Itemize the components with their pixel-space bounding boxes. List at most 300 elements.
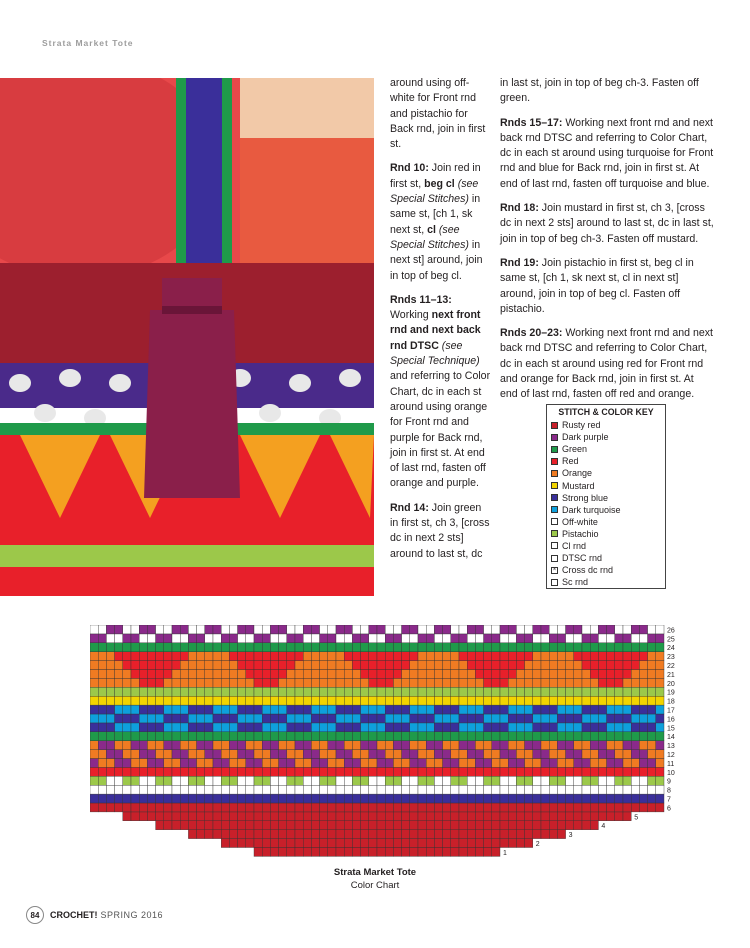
chart-cell [549, 776, 557, 785]
chart-cell [361, 821, 369, 830]
chart-cell [369, 839, 377, 848]
chart-cell [254, 812, 262, 821]
chart-cell [533, 625, 541, 634]
key-swatch [551, 458, 558, 465]
chart-cell [295, 714, 303, 723]
chart-cell [434, 821, 442, 830]
chart-cell [451, 741, 459, 750]
chart-cell [270, 759, 278, 768]
chart-cell [320, 661, 328, 670]
chart-cell [541, 759, 549, 768]
chart-cell [328, 723, 336, 732]
chart-cell [459, 785, 467, 794]
chart-cell [434, 634, 442, 643]
chart-cell [484, 803, 492, 812]
chart-cell [361, 776, 369, 785]
chart-cell [123, 794, 131, 803]
chart-cell [656, 652, 664, 661]
chart-cell [566, 705, 574, 714]
chart-cell [328, 750, 336, 759]
chart-cell [410, 839, 418, 848]
chart-cell [656, 705, 664, 714]
chart-cell [410, 767, 418, 776]
chart-cell [459, 839, 467, 848]
chart-cell [213, 661, 221, 670]
chart-cell [131, 759, 139, 768]
chart-cell [361, 661, 369, 670]
chart-cell [492, 696, 500, 705]
chart-cell [484, 776, 492, 785]
chart-cell [106, 750, 114, 759]
chart-cell [598, 652, 606, 661]
chart-cell [205, 830, 213, 839]
chart-cell [262, 661, 270, 670]
chart-cell [385, 652, 393, 661]
chart-cell [90, 634, 98, 643]
chart-cell [221, 625, 229, 634]
chart-cell [147, 670, 155, 679]
chart-cell [615, 776, 623, 785]
chart-cell [418, 670, 426, 679]
chart-cell [90, 643, 98, 652]
chart-cell [410, 776, 418, 785]
chart-cell [402, 643, 410, 652]
chart-cell [139, 670, 147, 679]
chart-cell [336, 830, 344, 839]
chart-cell [205, 652, 213, 661]
chart-cell [188, 759, 196, 768]
chart-cell [590, 687, 598, 696]
chart-cell [295, 696, 303, 705]
chart-cell [213, 803, 221, 812]
chart-cell [639, 741, 647, 750]
chart-cell [598, 812, 606, 821]
paragraph-rnd-14: Rnd 14: Join green in first st, ch 3, [cross dc in next 2 sts] around to last st, dc [390, 501, 490, 560]
chart-row-label: 22 [667, 663, 675, 670]
chart-cell [303, 821, 311, 830]
chart-cell [443, 723, 451, 732]
chart-cell [516, 803, 524, 812]
chart-cell [615, 803, 623, 812]
chart-cell [443, 643, 451, 652]
chart-cell [311, 670, 319, 679]
chart-cell [434, 830, 442, 839]
chart-cell [451, 785, 459, 794]
chart-cell [270, 803, 278, 812]
chart-cell [459, 670, 467, 679]
chart-cell [533, 812, 541, 821]
chart-cell [311, 625, 319, 634]
chart-cell [393, 670, 401, 679]
chart-cell [590, 785, 598, 794]
key-swatch [551, 555, 558, 562]
chart-cell [336, 625, 344, 634]
chart-cell [320, 687, 328, 696]
chart-cell [287, 696, 295, 705]
chart-cell [582, 785, 590, 794]
chart-cell [582, 678, 590, 687]
chart-cell [344, 803, 352, 812]
chart-cell [164, 723, 172, 732]
chart-cell [115, 714, 123, 723]
chart-cell [639, 661, 647, 670]
chart-cell [533, 767, 541, 776]
chart-cell [615, 759, 623, 768]
chart-cell [607, 634, 615, 643]
chart-cell [402, 839, 410, 848]
chart-cell [180, 670, 188, 679]
chart-cell [344, 696, 352, 705]
chart-cell [549, 643, 557, 652]
chart-cell [344, 848, 352, 857]
chart-cell [172, 625, 180, 634]
chart-cell [393, 839, 401, 848]
chart-cell [574, 643, 582, 652]
chart-cell [623, 741, 631, 750]
chart-cell [516, 696, 524, 705]
key-item [547, 540, 665, 552]
chart-cell [344, 785, 352, 794]
chart-cell [352, 741, 360, 750]
chart-cell [98, 670, 106, 679]
chart-cell [377, 821, 385, 830]
chart-cell [459, 848, 467, 857]
chart-cell [451, 643, 459, 652]
chart-cell [467, 705, 475, 714]
chart-cell [402, 848, 410, 857]
chart-cell [516, 785, 524, 794]
chart-cell [311, 661, 319, 670]
chart-cell [238, 794, 246, 803]
chart-cell [90, 696, 98, 705]
chart-cell [287, 723, 295, 732]
chart-cell [566, 812, 574, 821]
chart-cell [516, 741, 524, 750]
chart-cell [426, 776, 434, 785]
chart-cell [443, 750, 451, 759]
chart-cell [566, 821, 574, 830]
chart-cell [139, 723, 147, 732]
chart-cell [344, 767, 352, 776]
chart-cell [180, 714, 188, 723]
chart-cell [106, 634, 114, 643]
chart-cell [213, 794, 221, 803]
chart-cell [516, 687, 524, 696]
chart-cell [590, 634, 598, 643]
chart-cell [147, 723, 155, 732]
chart-cell [467, 812, 475, 821]
chart-cell [484, 661, 492, 670]
chart-cell [328, 705, 336, 714]
chart-cell [229, 812, 237, 821]
chart-cell [418, 723, 426, 732]
chart-cell [221, 812, 229, 821]
chart-cell [139, 643, 147, 652]
chart-cell [270, 848, 278, 857]
chart-cell [147, 732, 155, 741]
chart-cell [533, 714, 541, 723]
chart-cell [410, 750, 418, 759]
chart-cell [590, 759, 598, 768]
chart-cell [205, 625, 213, 634]
chart-cell [320, 812, 328, 821]
chart-cell [311, 848, 319, 857]
chart-cell [607, 812, 615, 821]
chart-cell [500, 830, 508, 839]
chart-cell [205, 785, 213, 794]
chart-cell [311, 687, 319, 696]
chart-cell [188, 741, 196, 750]
chart-cell [205, 670, 213, 679]
chart-cell [607, 705, 615, 714]
chart-cell [262, 696, 270, 705]
chart-cell [172, 687, 180, 696]
chart-cell [631, 759, 639, 768]
chart-cell [492, 848, 500, 857]
chart-cell [156, 776, 164, 785]
chart-cell [205, 661, 213, 670]
chart-cell [172, 732, 180, 741]
chart-cell [492, 759, 500, 768]
chart-cell [320, 670, 328, 679]
chart-cell [270, 705, 278, 714]
chart-cell [98, 785, 106, 794]
chart-cell [516, 732, 524, 741]
chart-cell [623, 794, 631, 803]
chart-cell [467, 714, 475, 723]
chart-cell [295, 821, 303, 830]
chart-cell [607, 785, 615, 794]
chart-cell [147, 794, 155, 803]
chart-cell [139, 732, 147, 741]
chart-cell [656, 661, 664, 670]
key-item [547, 419, 665, 431]
chart-cell [656, 723, 664, 732]
chart-cell [525, 750, 533, 759]
chart-cell [139, 812, 147, 821]
chart-cell [590, 652, 598, 661]
chart-cell [279, 759, 287, 768]
chart-cell [533, 785, 541, 794]
chart-cell [566, 803, 574, 812]
chart-cell [156, 714, 164, 723]
chart-cell [566, 723, 574, 732]
chart-cell [549, 785, 557, 794]
chart-cell [623, 652, 631, 661]
chart-cell [90, 723, 98, 732]
chart-cell [639, 714, 647, 723]
chart-cell [410, 794, 418, 803]
chart-cell [451, 767, 459, 776]
chart-cell [328, 643, 336, 652]
chart-cell [344, 794, 352, 803]
chart-cell [615, 696, 623, 705]
chart-cell [336, 732, 344, 741]
chart-cell [443, 794, 451, 803]
chart-cell [320, 625, 328, 634]
chart-cell [156, 812, 164, 821]
chart-cell [131, 696, 139, 705]
chart-cell [270, 785, 278, 794]
chart-cell [467, 785, 475, 794]
chart-cell [352, 803, 360, 812]
chart-cell [270, 625, 278, 634]
chart-cell [393, 803, 401, 812]
chart-cell [123, 767, 131, 776]
chart-cell [254, 785, 262, 794]
chart-cell [508, 705, 516, 714]
chart-cell [484, 812, 492, 821]
key-swatch [551, 506, 558, 513]
chart-cell [574, 741, 582, 750]
chart-cell [615, 785, 623, 794]
chart-cell [484, 741, 492, 750]
chart-cell [106, 678, 114, 687]
chart-cell [607, 652, 615, 661]
chart-cell [443, 634, 451, 643]
chart-cell [361, 678, 369, 687]
chart-cell [385, 803, 393, 812]
chart-cell [361, 759, 369, 768]
chart-cell [385, 848, 393, 857]
chart-cell [320, 678, 328, 687]
chart-cell [484, 830, 492, 839]
chart-cell [303, 812, 311, 821]
chart-cell [426, 821, 434, 830]
chart-cell [459, 794, 467, 803]
chart-cell [123, 625, 131, 634]
chart-cell [197, 678, 205, 687]
chart-cell [180, 705, 188, 714]
chart-cell [352, 785, 360, 794]
chart-cell [459, 741, 467, 750]
chart-cell [361, 625, 369, 634]
chart-cell [270, 643, 278, 652]
chart-cell [393, 732, 401, 741]
chart-cell [328, 767, 336, 776]
chart-cell [229, 687, 237, 696]
chart-cell [598, 678, 606, 687]
chart-cell [106, 705, 114, 714]
chart-cell [533, 670, 541, 679]
chart-cell [639, 670, 647, 679]
chart-cell [352, 794, 360, 803]
key-item [547, 516, 665, 528]
chart-cell [229, 705, 237, 714]
chart-cell [566, 785, 574, 794]
chart-cell [434, 785, 442, 794]
chart-cell [98, 652, 106, 661]
chart-cell [246, 625, 254, 634]
chart-cell [147, 741, 155, 750]
chart-cell [295, 723, 303, 732]
chart-cell [213, 696, 221, 705]
chart-cell [172, 678, 180, 687]
chart-cell [246, 759, 254, 768]
chart-cell [164, 625, 172, 634]
chart-cell [508, 652, 516, 661]
chart-cell [484, 625, 492, 634]
chart-cell [590, 670, 598, 679]
chart-cell [213, 821, 221, 830]
key-item [547, 467, 665, 479]
chart-cell [279, 785, 287, 794]
chart-cell [106, 687, 114, 696]
chart-cell [598, 794, 606, 803]
chart-cell [508, 723, 516, 732]
chart-cell [262, 812, 270, 821]
chart-cell [147, 652, 155, 661]
chart-cell [131, 634, 139, 643]
chart-cell [320, 767, 328, 776]
chart-cell [115, 776, 123, 785]
chart-cell [311, 723, 319, 732]
chart-cell [533, 723, 541, 732]
chart-cell [656, 678, 664, 687]
chart-cell [262, 759, 270, 768]
chart-cell [311, 643, 319, 652]
chart-cell [254, 687, 262, 696]
chart-cell [188, 812, 196, 821]
chart-cell [336, 723, 344, 732]
chart-cell [106, 767, 114, 776]
chart-cell [451, 625, 459, 634]
chart-cell [229, 723, 237, 732]
chart-cell [508, 741, 516, 750]
chart-cell [467, 670, 475, 679]
chart-cell [574, 732, 582, 741]
chart-cell [541, 652, 549, 661]
chart-cell [549, 687, 557, 696]
key-item [547, 455, 665, 467]
chart-cell [123, 803, 131, 812]
chart-cell [369, 705, 377, 714]
chart-cell [262, 741, 270, 750]
chart-cell [279, 750, 287, 759]
chart-cell [246, 652, 254, 661]
chart-cell [508, 625, 516, 634]
chart-cell [156, 741, 164, 750]
chart-cell [270, 696, 278, 705]
chart-cell [352, 732, 360, 741]
chart-cell [639, 652, 647, 661]
chart-cell [336, 812, 344, 821]
chart-cell [246, 794, 254, 803]
chart-cell [262, 723, 270, 732]
key-swatch [551, 482, 558, 489]
chart-cell [467, 652, 475, 661]
chart-cell [90, 803, 98, 812]
chart-cell [303, 839, 311, 848]
chart-cell [98, 705, 106, 714]
chart-cell [434, 732, 442, 741]
chart-cell [402, 776, 410, 785]
chart-cell [336, 661, 344, 670]
chart-cell [213, 732, 221, 741]
chart-cell [98, 803, 106, 812]
chart-cell [393, 750, 401, 759]
chart-cell [246, 714, 254, 723]
chart-cell [221, 732, 229, 741]
chart-cell [131, 678, 139, 687]
chart-cell [164, 821, 172, 830]
chart-cell [557, 776, 565, 785]
chart-cell [377, 741, 385, 750]
chart-cell [197, 830, 205, 839]
chart-cell [549, 705, 557, 714]
chart-cell [156, 759, 164, 768]
chart-cell [418, 830, 426, 839]
